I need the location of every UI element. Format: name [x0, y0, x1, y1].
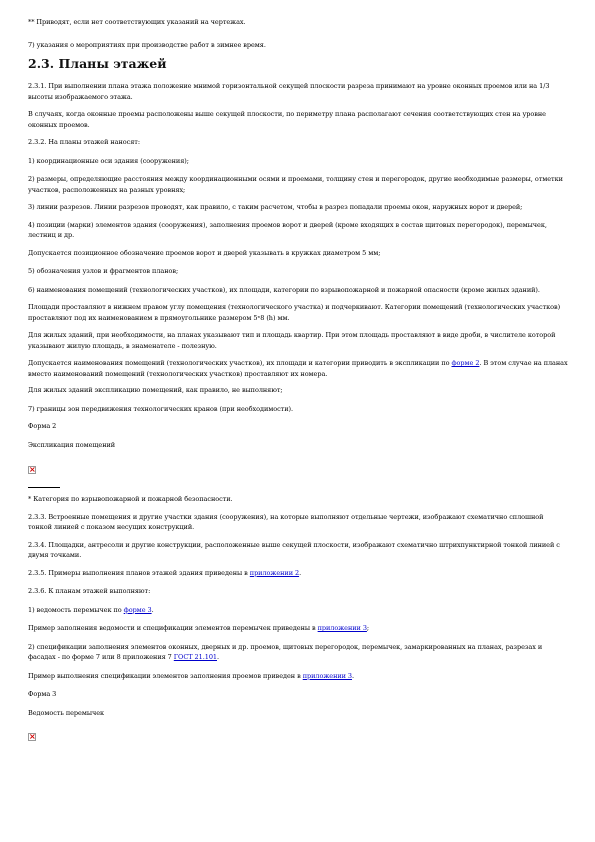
- broken-image-icon: ×: [29, 465, 36, 474]
- footnote-top: ** Приводят, если нет соответствующих указаний на чертежах.: [28, 18, 246, 26]
- paragraph-allowed: Допускается наименования помещений (технологических участков), их площади и категории приводить в экспликации по форме 2. В этом случае на планах вместо наименований помещений (технологических участков) проставляют их номера.: [28, 359, 568, 378]
- link-form-3[interactable]: форме 3: [123, 605, 152, 614]
- link-appendix-2[interactable]: приложении 2: [249, 568, 300, 577]
- paragraph-2-3-2: 2.3.2. На планы этажей наносят:: [28, 138, 140, 146]
- list-item-7-winter: 7) указания о мероприятиях при производстве работ в зимнее время.: [28, 40, 266, 49]
- paragraph-2-3-5: 2.3.5. Примеры выполнения планов этажей здания приведены в приложении 2.: [28, 568, 302, 577]
- footnote-divider: [28, 487, 60, 488]
- list-item-6: 6) наименования помещений (технологических участков), их площади, категории по взрывопожарной и пожарной опасности (кроме жилых зданий).: [28, 285, 540, 294]
- paragraph-example-lintels: Пример заполнения ведомости и спецификации элементов перемычек приведены в приложении 3;: [28, 624, 370, 632]
- paragraph-example-openings: Пример выполнения спецификации элементов заполнения проемов приведен в приложении 3.: [28, 671, 355, 680]
- paragraph-cases: В случаях, когда оконные проемы расположены выше секущей плоскости, по периметру плана располагают сечения соответствующих стен на уровне оконных проемов.: [28, 110, 546, 129]
- paragraph-position: Допускается позиционное обозначение проемов ворот и дверей указывать в кружках диаметром 5 мм;: [28, 248, 381, 257]
- list-item-5: 5) обозначения узлов и фрагментов планов;: [28, 267, 179, 275]
- form-3-label: Форма 3: [28, 690, 57, 698]
- form-2-label: Форма 2: [28, 422, 57, 430]
- document-page: [28, 10, 568, 741]
- paragraph-residential: Для жилых зданий, при необходимости, на планах указывают тип и площадь квартир. При этом площадь проставляют в виде дроби, в числителе которой указывают жилую площадь, в знаменателе - полезную.: [28, 331, 556, 350]
- link-form-2[interactable]: форме 2: [451, 359, 480, 367]
- list-item-2: 2) размеры, определяющие расстояния между координационными осями и проемами, толщину стен и перегородок, другие необходимые размеры, отметки участков, расположенных на разных уровнях;: [28, 175, 563, 194]
- link-gost-21-101[interactable]: ГОСТ 21.101: [173, 653, 217, 661]
- list-item-7-cranes: 7) границы зон передвижения технологических кранов (при необходимости).: [28, 404, 294, 413]
- link-appendix-3-b[interactable]: приложении 3: [302, 671, 353, 680]
- link-appendix-3-a[interactable]: приложении 3: [317, 624, 367, 632]
- list-item-4: 4) позиции (марки) элементов здания (сооружения), заполнения проемов ворот и дверей (кроме входящих в состав щитовых перегородок), перемычек, лестниц и др.: [28, 220, 547, 239]
- broken-image-icon: ×: [29, 732, 36, 741]
- sub-item-1: 1) ведомость перемычек по форме 3.: [28, 605, 154, 614]
- form-2-title: Экспликация помещений: [28, 440, 116, 449]
- paragraph-explication: Для жилых зданий экспликацию помещений, как правило, не выполняют;: [28, 386, 283, 394]
- paragraph-2-3-1: 2.3.1. При выполнении плана этажа положение мнимой горизонтальной секущей плоскости разреза принимают на уровне оконных проемов или на 1/3 высоты изображаемого этажа.: [28, 82, 550, 101]
- section-heading: 2.3. Планы этажей: [28, 56, 167, 71]
- paragraph-2-3-3: 2.3.3. Встроенные помещения и другие участки здания (сооружения), на которые выполняют отдельные чертежи, изображают схематично сплошной тонкой линией с показом несущих конструкций.: [28, 512, 544, 531]
- footnote-category: * Категория по взрывопожарной и пожарной безопасности.: [28, 495, 233, 503]
- list-item-1: 1) координационные оси здания (сооружения);: [28, 156, 189, 165]
- form-3-title: Ведомость перемычек: [28, 708, 105, 717]
- paragraph-areas: Площади проставляют в нижнем правом углу помещения (технологического участка) и подчеркивают. Категории помещений (технологических участков) проставляют под их наименованием в прямоугольнике размером 5ˣ8 (h) мм.: [28, 303, 561, 322]
- paragraph-2-3-6: 2.3.6. К планам этажей выполняют:: [28, 587, 151, 595]
- sub-item-2: 2) спецификации заполнения элементов оконных, дверных и др. проемов, щитовых перегородок, перемычек, замаркированных на планах, разрезах и фасадах - по форме 7 или 8 приложения 7 ГОСТ 21.101.: [28, 642, 543, 661]
- paragraph-2-3-4: 2.3.4. Площадки, антресоли и другие конструкции, расположенные выше секущей плоскости, изображают схематично штрихпунктирной тонкой линией с двумя точками.: [28, 540, 560, 559]
- list-item-3: 3) линии разрезов. Линии разрезов проводят, как правило, с таким расчетом, чтобы в разрез попадали проемы окон, наружных ворот и дверей;: [28, 203, 523, 211]
